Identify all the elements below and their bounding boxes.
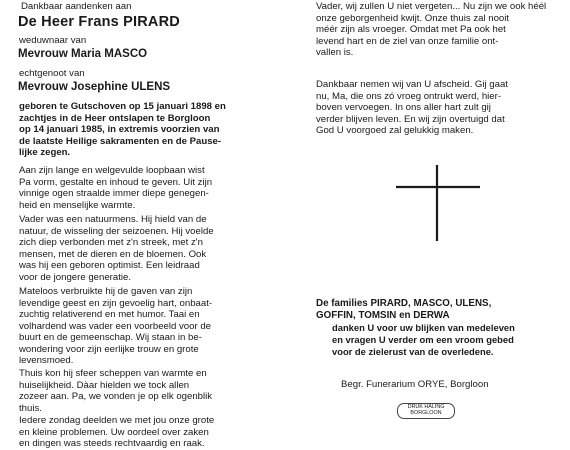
text-line: thuis. bbox=[19, 402, 42, 414]
text-line: vallen is. bbox=[316, 47, 354, 58]
text-line: méér zijn als vroeger. Omdat met Pa ook het bbox=[316, 24, 506, 35]
text-line: heid en menselijke warmte. bbox=[19, 199, 136, 211]
text-line: Dankbaar nemen wij van U afscheid. Gij gaat bbox=[316, 79, 508, 90]
paragraph-5 bbox=[19, 415, 281, 450]
text-line: buurt en de gemeenschap. Wij staan in be- bbox=[19, 332, 202, 343]
text-line: wondering voor zijn eerlijke trouw en grote bbox=[19, 343, 199, 355]
intro-text: Dankbaar aandenken aan bbox=[21, 1, 132, 12]
text-line: op 14 januari 1985, in extremis voorzien van bbox=[19, 124, 220, 135]
right-paragraph-1 bbox=[316, 1, 568, 59]
text-line: de laatste Heilige sakramenten en de Pause- bbox=[19, 135, 222, 147]
text-line: levendige geest en zijn gevoelig hart, onbaat- bbox=[19, 297, 213, 309]
deceased-name: De Heer Frans PIRARD bbox=[18, 14, 180, 30]
thanks-line: voor de zielerust van de overledene. bbox=[332, 345, 494, 357]
families-line: GOFFIN, TOMSIN en DERWA bbox=[316, 310, 450, 322]
text-line: geboren te Gutschoven op 15 januari 1898 en bbox=[19, 101, 226, 112]
text-line: Aan zijn lange en welgevulde loopbaan wist bbox=[19, 165, 205, 176]
text-line: natuur, de wisseling der seizoenen. Hij voelde bbox=[19, 225, 214, 237]
families-block bbox=[316, 298, 556, 357]
families-line: De families PIRARD, MASCO, ULENS, bbox=[316, 298, 492, 309]
text-line: zuchtig relativerend en met humor. Taai en bbox=[19, 309, 200, 320]
text-line: lijke zegen. bbox=[19, 147, 71, 158]
widower-label: weduwnaar van bbox=[19, 35, 87, 46]
text-line: onze geborgenheid kwijt. Onze thuis zal nooit bbox=[316, 12, 510, 24]
text-line: vinnige ogen straalde immer diepe genegen- bbox=[19, 188, 209, 199]
text-line: Mateloos verbruikte hij de gaven van zijn bbox=[19, 286, 193, 297]
birth-death-info bbox=[19, 101, 281, 159]
text-line: zachtjes in de Heer ontslapen te Borgloon bbox=[19, 112, 211, 124]
spouse-label: echtgenoot van bbox=[19, 68, 85, 79]
text-line: en kleine problemen. Uw oordeel over zaken bbox=[19, 426, 209, 438]
paragraph-2 bbox=[19, 214, 281, 283]
printer-stamp bbox=[397, 403, 455, 419]
text-line: zozeer aan. Pa, we vonden je op elk ogenblik bbox=[19, 391, 213, 402]
paragraph-1 bbox=[19, 165, 281, 211]
text-line: nu, Ma, die ons zó vroeg ontrukt werd, hier- bbox=[316, 90, 502, 102]
text-line: Thuis kon hij sfeer scheppen van warmte en bbox=[19, 368, 207, 379]
thanks-line: en vragen U verder om een vroom gebed bbox=[332, 334, 514, 345]
text-line: Iedere zondag deelden we met jou onze grote bbox=[19, 415, 215, 426]
stamp-line: BORGLOON bbox=[410, 410, 442, 417]
text-line: huiselijkheid. Dàar hielden we tock allen bbox=[19, 379, 190, 391]
text-line: Pa vorm, gestalte en inhoud te geven. Uit zijn bbox=[19, 176, 213, 188]
text-line: boven vervoegen. In ons aller hart zult gij bbox=[316, 102, 491, 113]
second-wife-name: Mevrouw Josephine ULENS bbox=[18, 81, 171, 93]
text-line: was hij een geboren optimist. Een leidraad bbox=[19, 260, 200, 271]
text-line: zich diep verbonden met z'n streek, met z'n bbox=[19, 237, 203, 248]
stamp-line: DRUK HALING bbox=[407, 404, 445, 410]
thanks-line: danken U voor uw blijken van medeleven bbox=[332, 322, 515, 334]
first-wife-name: Mevrouw Maria MASCO bbox=[18, 48, 148, 60]
text-line: God U voorgoed zal gelukkig maken. bbox=[316, 125, 474, 136]
text-line: en dingen was steeds rechtvaardig en raak. bbox=[19, 438, 205, 449]
text-line: Vader, wij zullen U niet vergeten... Nu zijn we ook héél bbox=[316, 1, 547, 12]
text-line: mensen, met de dieren en de bloemen. Ook bbox=[19, 248, 207, 260]
text-line: verder blijven leven. En wij zijn overtuigd dat bbox=[316, 113, 505, 125]
text-line: voor de jongere generatie. bbox=[19, 271, 132, 283]
text-line: Vader was een natuurmens. Hij hield van de bbox=[19, 214, 207, 225]
cross-icon bbox=[394, 163, 484, 243]
text-line: levensmoed. bbox=[19, 355, 74, 366]
text-line: volhardend was vader een voorbeeld voor de bbox=[19, 320, 212, 332]
paragraph-3 bbox=[19, 286, 281, 367]
text-line: levend hart en de ziel van onze familie ont- bbox=[316, 35, 499, 47]
paragraph-4 bbox=[19, 368, 281, 414]
right-paragraph-2 bbox=[316, 79, 568, 137]
funerarium-credit: Begr. Funerarium ORYE, Borgloon bbox=[341, 379, 489, 390]
